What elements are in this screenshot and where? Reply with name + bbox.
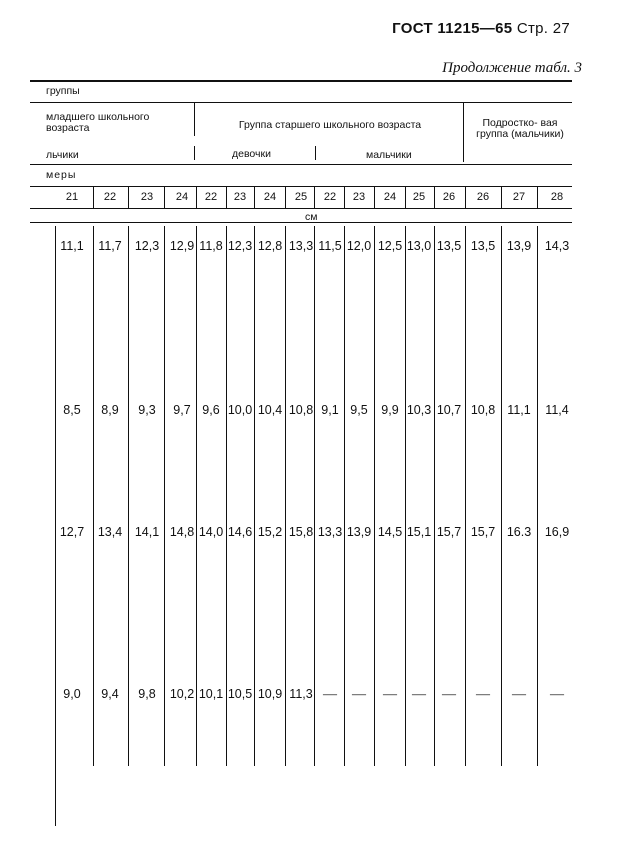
body-column-line — [405, 226, 406, 766]
table-cell: — — [412, 687, 426, 702]
column-number: 23 — [140, 191, 154, 203]
header-column-divider — [196, 186, 197, 208]
table-cell: 10,3 — [406, 403, 432, 417]
table-cell: — — [383, 687, 397, 702]
header-column-divider — [537, 186, 538, 208]
table-cell: 11,5 — [318, 239, 342, 253]
body-column-line — [344, 226, 345, 766]
body-column-line — [226, 226, 227, 766]
table-cell: 11,8 — [199, 239, 223, 253]
page-header — [392, 20, 570, 37]
senior-group-label: Группа старшего школьного возраста — [238, 119, 422, 131]
column-number: 24 — [383, 191, 397, 203]
table-cell: — — [323, 687, 337, 702]
girls-label: девочки — [232, 148, 271, 160]
table-cell: 14,5 — [377, 525, 403, 539]
header-column-divider — [254, 186, 255, 208]
table-cell: 11,4 — [545, 403, 569, 417]
table-cell: 15,2 — [257, 525, 283, 539]
header-column-divider — [501, 186, 502, 208]
table-cell: 10,1 — [198, 687, 224, 701]
table-cell: 12,9 — [169, 239, 195, 253]
column-number: 22 — [323, 191, 337, 203]
column-number: 28 — [550, 191, 564, 203]
group-separator — [315, 146, 316, 160]
table-cell: 12,3 — [134, 239, 160, 253]
header-column-divider — [344, 186, 345, 208]
table-cell: — — [550, 687, 564, 702]
table-cell: 11,7 — [98, 239, 122, 253]
table-cell: 11,1 — [507, 403, 531, 417]
body-column-line — [93, 226, 94, 766]
table-cell: 9,4 — [101, 687, 119, 701]
table-top-rule — [30, 80, 572, 82]
groups-label: группы — [46, 85, 80, 97]
header-column-divider — [434, 186, 435, 208]
table-cell: 15,1 — [406, 525, 432, 539]
table-cell: — — [476, 687, 490, 702]
group-separator — [463, 102, 464, 162]
header-rule-4 — [30, 208, 572, 209]
table-cell: — — [352, 687, 366, 702]
table-cell: 14,8 — [169, 525, 195, 539]
table-cell: 10,0 — [227, 403, 253, 417]
table-cell: 9,6 — [202, 403, 220, 417]
header-column-divider — [93, 186, 94, 208]
body-column-line — [374, 226, 375, 766]
column-number: 22 — [103, 191, 117, 203]
table-cell: 10,9 — [257, 687, 283, 701]
header-column-divider — [465, 186, 466, 208]
header-column-divider — [128, 186, 129, 208]
column-number: 23 — [233, 191, 247, 203]
table-cell: 15,7 — [470, 525, 496, 539]
page-number: Стр. 27 — [516, 20, 570, 37]
sizes-label: меры — [46, 169, 77, 181]
body-column-line — [465, 226, 466, 766]
table-cell: 13,3 — [317, 525, 343, 539]
body-column-line — [537, 226, 538, 766]
table-cell: 10,8 — [288, 403, 314, 417]
table-cell: 14,1 — [134, 525, 160, 539]
column-number: 26 — [442, 191, 456, 203]
body-column-line — [285, 226, 286, 766]
table-cell: 9,5 — [350, 403, 368, 417]
header-column-divider — [164, 186, 165, 208]
table-cell: 10,7 — [436, 403, 462, 417]
column-number: 23 — [352, 191, 366, 203]
table-cell: 13,4 — [97, 525, 123, 539]
table-cell: 9,0 — [63, 687, 81, 701]
table-cell: 16,9 — [544, 525, 570, 539]
body-column-line — [501, 226, 502, 766]
table-cell: 13,5 — [470, 239, 496, 253]
table-cell: 10,5 — [227, 687, 253, 701]
column-number: 26 — [476, 191, 490, 203]
table-cell: 12,3 — [227, 239, 253, 253]
table-cell: 13,9 — [506, 239, 532, 253]
body-column-line — [164, 226, 165, 766]
table-cell: 15,8 — [288, 525, 314, 539]
column-number: 24 — [263, 191, 277, 203]
header-rule-2 — [30, 164, 572, 165]
header-column-divider — [314, 186, 315, 208]
table-cell: 11,3 — [289, 687, 313, 701]
column-number: 25 — [412, 191, 426, 203]
table-cell: 9,9 — [381, 403, 399, 417]
column-number: 24 — [175, 191, 189, 203]
table-cell: 14,3 — [544, 239, 570, 253]
table-cell: 12,5 — [377, 239, 403, 253]
table-cell: 10,8 — [470, 403, 496, 417]
table-cell: 13,0 — [406, 239, 432, 253]
column-number: 25 — [294, 191, 308, 203]
table-cell: 9,1 — [321, 403, 339, 417]
table-cell: 13,9 — [346, 525, 372, 539]
table-cell: 13,3 — [288, 239, 314, 253]
table-cell: — — [512, 687, 526, 702]
body-column-line — [434, 226, 435, 766]
body-column-line — [128, 226, 129, 766]
table-cell: 12,8 — [257, 239, 283, 253]
header-rule-5 — [30, 222, 572, 223]
table-cell: 14,0 — [198, 525, 224, 539]
table-cell: 12,0 — [346, 239, 372, 253]
teen-group-label: Подростко- вая группа (мальчики) — [476, 117, 564, 140]
junior-group-label: младшего школьного возраста — [46, 111, 150, 134]
table-cell: — — [442, 687, 456, 702]
body-column-line — [314, 226, 315, 766]
column-number: 22 — [204, 191, 218, 203]
table-cell: 8,9 — [101, 403, 119, 417]
table-cell: 12,7 — [59, 525, 85, 539]
unit-label: см — [305, 211, 318, 223]
header-rule-1 — [30, 102, 572, 103]
column-number: 21 — [65, 191, 79, 203]
table-cell: 11,1 — [60, 239, 84, 253]
table-cell: 8,5 — [63, 403, 81, 417]
body-column-line — [254, 226, 255, 766]
header-column-divider — [226, 186, 227, 208]
table-cell: 9,7 — [173, 403, 191, 417]
table-cell: 10,2 — [169, 687, 195, 701]
header-column-divider — [374, 186, 375, 208]
table-cell: 15,7 — [436, 525, 462, 539]
column-number: 27 — [512, 191, 526, 203]
table-cell: 14,6 — [227, 525, 253, 539]
table-cell: 9,3 — [138, 403, 156, 417]
table-cell: 13,5 — [436, 239, 462, 253]
table-continuation-label: Продолжение табл. 3 — [442, 60, 582, 76]
boys-label: мальчики — [366, 149, 412, 161]
header-rule-3 — [30, 186, 572, 187]
group-separator — [194, 146, 195, 160]
header-column-divider — [285, 186, 286, 208]
boys-partial-label: льчики — [46, 149, 79, 161]
document-id: ГОСТ 11215—65 — [392, 20, 513, 37]
body-column-line — [196, 226, 197, 766]
header-column-divider — [405, 186, 406, 208]
table-cell: 10,4 — [257, 403, 283, 417]
table-cell: 9,8 — [138, 687, 156, 701]
group-separator — [194, 102, 195, 136]
table-cell: 16.3 — [506, 525, 532, 539]
